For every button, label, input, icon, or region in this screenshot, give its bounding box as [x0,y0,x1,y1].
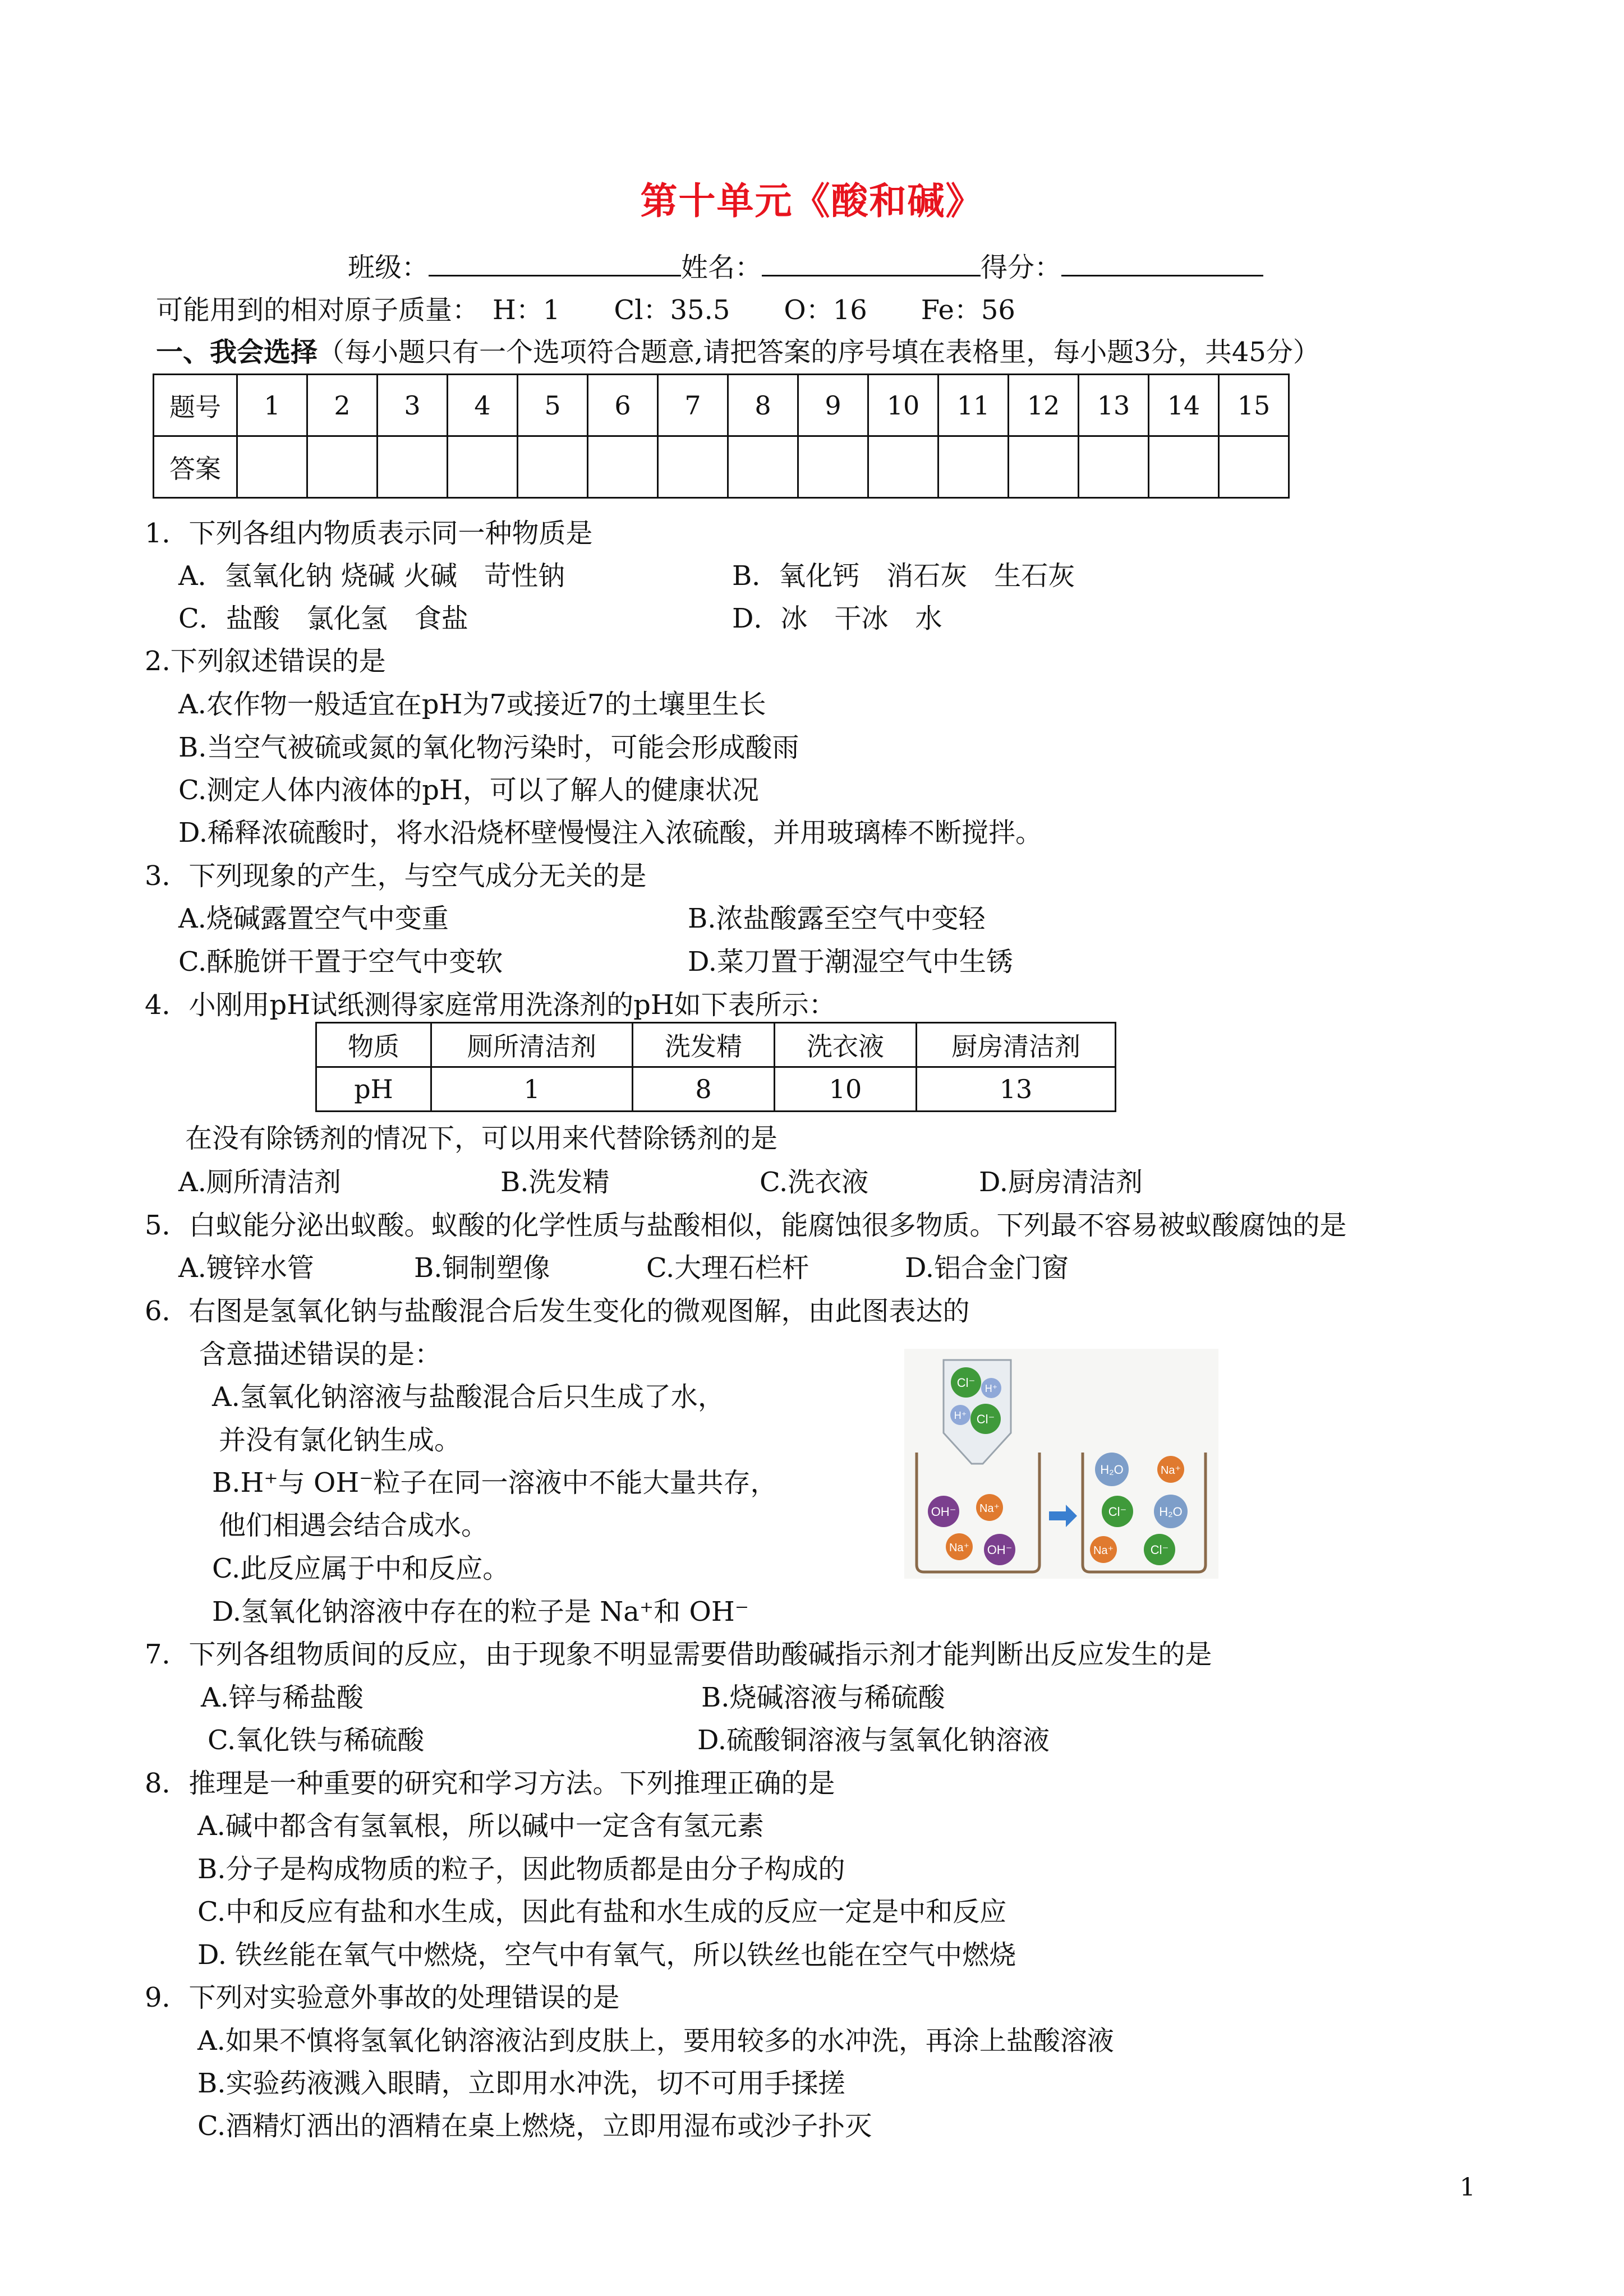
q3-option-d: D.菜刀置于潮湿空气中生锈 [688,946,1014,978]
ph-header-cell: 厨房清洁剂 [917,1023,1116,1067]
answer-table [153,374,1290,499]
q7-option-b: B.烧碱溶液与稀硫酸 [701,1682,945,1713]
q5-option-a: A.镀锌水管 [178,1252,314,1284]
page-title: 第十单元《酸和碱》 [640,179,984,223]
ph-value-cell: 13 [917,1067,1116,1112]
q9-option-a: A.如果不慎将氢氧化钠溶液沾到皮肤上，要用较多的水冲洗，再涂上盐酸溶液 [197,2025,1114,2057]
svg-text:Cl⁻: Cl⁻ [1150,1543,1169,1557]
na-ion [946,1533,973,1560]
number-cell: 15 [1219,375,1289,436]
answer-cell[interactable] [518,436,588,498]
section1-header [156,334,1320,370]
q3-stem: 3．下列现象的产生，与空气成分无关的是 [145,860,647,892]
number-row-label: 题号 [154,375,237,436]
q6-stem-line2: 含意描述错误的是： [199,1339,442,1370]
ph-header-cell: 厕所清洁剂 [431,1023,633,1067]
answer-cell[interactable] [1009,436,1079,498]
svg-text:Na⁺: Na⁺ [979,1502,1000,1515]
q6-stem-line1: 6．右图是氢氧化钠与盐酸混合后发生变化的微观图解，由此图表达的 [145,1295,970,1327]
score-label: 得分： [981,252,1062,283]
answer-cell[interactable] [938,436,1009,498]
svg-text:Cl⁻: Cl⁻ [976,1412,995,1426]
number-cell: 5 [518,375,588,436]
q6-option-d: D.氢氧化钠溶液中存在的粒子是 Na⁺和 OH⁻ [212,1596,749,1628]
q5-option-b: B.铜制塑像 [414,1252,550,1284]
number-cell: 7 [658,375,728,436]
ph-header-cell: 物质 [316,1023,431,1067]
number-cell: 9 [798,375,868,436]
q6-option-b-line1: B.H⁺与 OH⁻粒子在同一溶液中不能大量共存， [212,1467,778,1499]
number-cell: 13 [1079,375,1149,436]
number-cell: 12 [1009,375,1079,436]
q3-option-c: C.酥脆饼干置于空气中变软 [178,946,503,978]
number-cell: 3 [378,375,448,436]
number-cell: 6 [588,375,658,436]
q7-option-a: A.锌与稀盐酸 [201,1682,364,1713]
ph-value-cell: 10 [775,1067,917,1112]
svg-text:H⁺: H⁺ [954,1410,967,1421]
na-ion [976,1494,1003,1521]
q5-option-c: C.大理石栏杆 [646,1252,809,1284]
svg-text:Cl⁻: Cl⁻ [956,1376,976,1390]
answer-cell[interactable] [307,436,378,498]
name-label: 姓名： [681,252,762,283]
oh-ion [984,1534,1015,1565]
answer-cell[interactable] [237,436,307,498]
q9-option-c: C.酒精灯洒出的酒精在桌上燃烧，立即用湿布或沙子扑灭 [197,2110,872,2142]
q4-option-b: B.洗发精 [500,1167,610,1198]
svg-text:Na⁺: Na⁺ [949,1542,970,1554]
q3-option-b: B.浓盐酸露至空气中变轻 [688,903,986,934]
q1-stem: 1．下列各组内物质表示同一种物质是 [145,518,593,549]
q8-option-a: A.碱中都含有氢氧根，所以碱中一定含有氢元素 [197,1810,764,1842]
water-molecule [1154,1495,1188,1528]
q9-option-b: B.实验药液溅入眼睛，立即用水冲洗，切不可用手揉搓 [197,2068,845,2099]
answer-row-label: 答案 [154,436,237,498]
answer-table-number-row [154,375,1289,436]
answer-cell[interactable] [588,436,658,498]
water-molecule [1095,1453,1129,1486]
answer-cell[interactable] [658,436,728,498]
ph-value-cell: pH [316,1067,431,1112]
answer-cell[interactable] [1149,436,1219,498]
cl-ion [970,1404,1001,1434]
q5-stem: 5．白蚁能分泌出蚁酸。蚁酸的化学性质与盐酸相似，能腐蚀很多物质。下列最不容易被蚁酸腐蚀的是 [145,1210,1347,1241]
q5-option-d: D.铝合金门窗 [905,1252,1069,1284]
section1-heading: 一、我会选择 [156,336,318,368]
ph-table-value-row [316,1067,1116,1112]
name-field[interactable] [762,249,981,276]
na-ion [1157,1456,1184,1483]
answer-cell[interactable] [1219,436,1289,498]
answer-table-answer-row [154,436,1289,498]
cl-ion [1102,1496,1133,1527]
cl-ion [1144,1534,1175,1565]
number-cell: 14 [1149,375,1219,436]
q6-option-c: C.此反应属于中和反应。 [212,1553,510,1584]
na-ion [1090,1536,1117,1563]
answer-cell[interactable] [728,436,798,498]
ph-header-cell: 洗衣液 [775,1023,917,1067]
number-cell: 11 [938,375,1009,436]
answer-cell[interactable] [1079,436,1149,498]
answer-cell[interactable] [448,436,518,498]
q4-option-a: A.厕所清洁剂 [178,1167,341,1198]
q7-option-c: C.氧化铁与稀硫酸 [208,1725,425,1756]
ph-value-cell: 1 [431,1067,633,1112]
section1-instructions: （每小题只有一个选项符合题意,请把答案的序号填在表格里，每小题3分，共45分） [318,336,1320,368]
q4-stem: 4．小刚用pH试纸测得家庭常用洗涤剂的pH如下表所示： [145,989,836,1021]
q1-option-b: B．氧化钙 消石灰 生石灰 [732,560,1075,592]
neutralization-diagram [904,1349,1218,1579]
number-cell: 8 [728,375,798,436]
score-field[interactable] [1061,249,1263,276]
svg-text:Cl⁻: Cl⁻ [1108,1505,1127,1519]
svg-text:H₂O: H₂O [1100,1463,1124,1477]
atomic-masses: 可能用到的相对原子质量： H：1 Cl：35.5 O：16 Fe：56 [156,294,1015,326]
q8-option-c: C.中和反应有盐和水生成，因此有盐和水生成的反应一定是中和反应 [197,1896,1007,1928]
q2-option-c: C.测定人体内液体的pH，可以了解人的健康状况 [178,774,759,806]
class-label: 班级： [348,252,429,283]
q8-option-d: D. 铁丝能在氧气中燃烧，空气中有氧气，所以铁丝也能在空气中燃烧 [197,1939,1016,1971]
number-cell: 2 [307,375,378,436]
number-cell: 1 [237,375,307,436]
answer-cell[interactable] [868,436,938,498]
cl-ion [951,1367,981,1398]
q1-option-d: D．冰 干冰 水 [732,603,942,634]
q6-option-b-line2: 他们相遇会结合成水。 [219,1510,489,1541]
q8-option-b: B.分子是构成物质的粒子，因此物质都是由分子构成的 [197,1854,845,1885]
q4-follow: 在没有除锈剂的情况下，可以用来代替除锈剂的是 [185,1123,778,1154]
q4-option-c: C.洗衣液 [760,1167,869,1198]
h-ion [981,1378,1001,1398]
q1-option-c: C．盐酸 氯化氢 食盐 [178,603,468,634]
h-ion [950,1405,970,1425]
svg-text:H₂O: H₂O [1159,1505,1183,1519]
q1-option-a: A．氢氧化钠 烧碱 火碱 苛性钠 [178,560,565,592]
answer-cell[interactable] [378,436,448,498]
ph-table [315,1022,1116,1112]
q7-option-d: D.硫酸铜溶液与氢氧化钠溶液 [697,1725,1050,1756]
q2-option-b: B.当空气被硫或氮的氧化物污染时，可能会形成酸雨 [178,732,799,763]
student-info-row [348,249,1263,285]
svg-text:Na⁺: Na⁺ [1093,1545,1114,1557]
q8-stem: 8．推理是一种重要的研究和学习方法。下列推理正确的是 [145,1768,835,1799]
ph-table-header-row [316,1023,1116,1067]
svg-text:OH⁻: OH⁻ [987,1543,1013,1557]
class-field[interactable] [429,249,681,276]
svg-text:OH⁻: OH⁻ [931,1505,956,1519]
q2-option-a: A.农作物一般适宜在pH为7或接近7的土壤里生长 [178,689,766,720]
q9-stem: 9．下列对实验意外事故的处理错误的是 [145,1982,620,2013]
number-cell: 10 [868,375,938,436]
q4-option-d: D.厨房清洁剂 [979,1167,1143,1198]
oh-ion [928,1496,959,1527]
q2-stem: 2.下列叙述错误的是 [145,646,386,677]
q6-option-a-line1: A.氢氧化钠溶液与盐酸混合后只生成了水， [212,1381,725,1413]
q2-option-d: D.稀释浓硫酸时，将水沿烧杯壁慢慢注入浓硫酸，并用玻璃棒不断搅拌。 [178,817,1043,849]
answer-cell[interactable] [798,436,868,498]
q3-option-a: A.烧碱露置空气中变重 [178,903,449,934]
svg-text:H⁺: H⁺ [984,1383,998,1394]
number-cell: 4 [448,375,518,436]
q7-stem: 7．下列各组物质间的反应，由于现象不明显需要借助酸碱指示剂才能判断出反应发生的是 [145,1639,1212,1670]
svg-text:Na⁺: Na⁺ [1160,1464,1181,1477]
ph-value-cell: 8 [633,1067,775,1112]
page-number: 1 [1460,2173,1475,2202]
ph-header-cell: 洗发精 [633,1023,775,1067]
q6-option-a-line2: 并没有氯化钠生成。 [219,1424,462,1456]
